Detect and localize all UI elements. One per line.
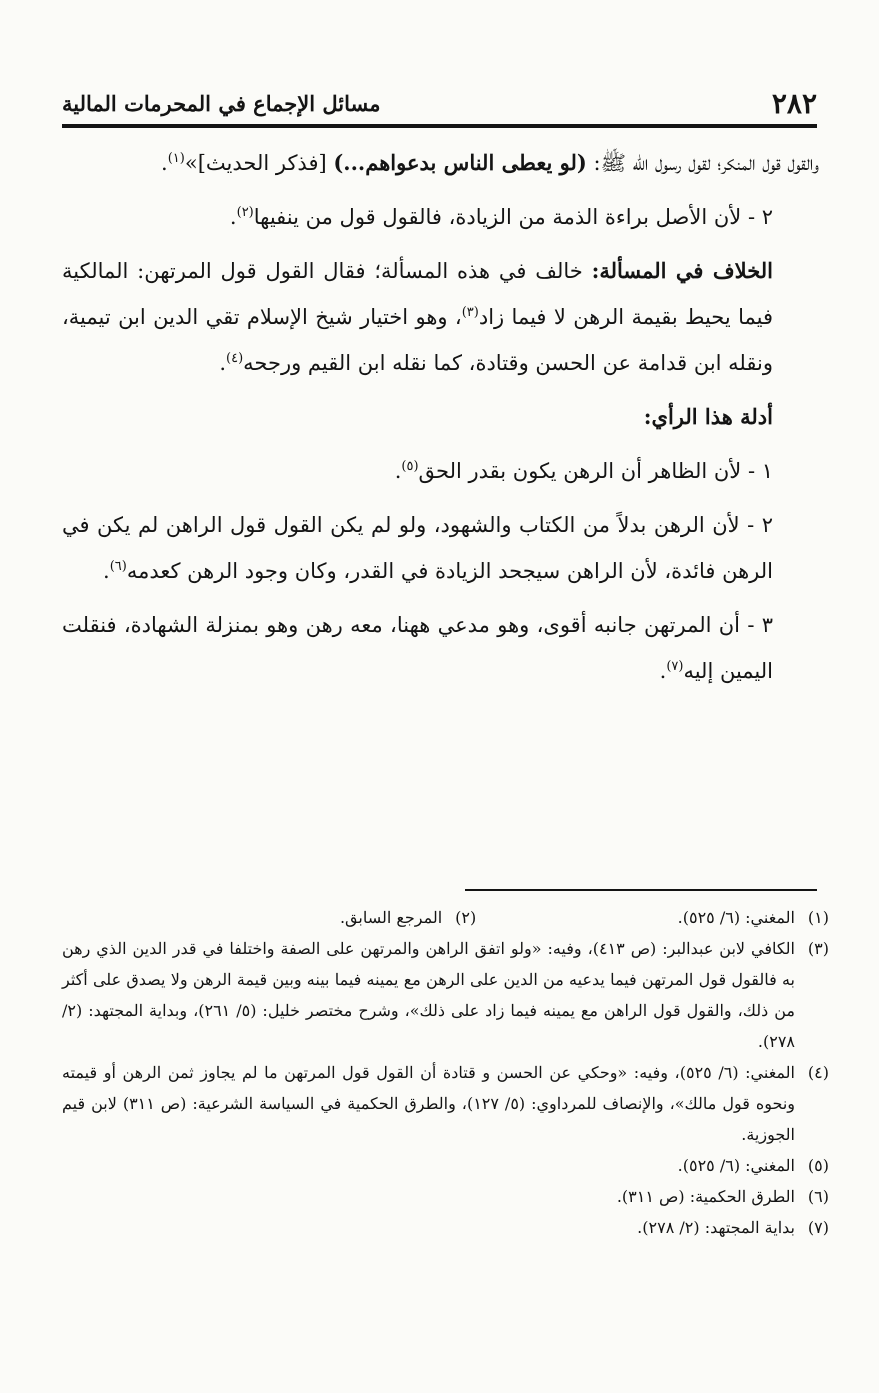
footnote-ref: (١)	[167, 151, 185, 166]
paragraph-5	[62, 502, 819, 594]
footnote-ref: (٧)	[666, 659, 684, 674]
paragraph-text: ٢ - لأن الرهن بدلاً من الكتاب والشهود، ولو لم يكن القول قول الراهن لم يكن في الرهن فائدة، لأن الراهن سيجحد الزيادة في القدر، وكان وجود الرهن كعدمه	[62, 513, 773, 583]
paragraph-text: ١ - لأن الظاهر أن الرهن يكون بقدر الحق	[418, 459, 773, 483]
footnote-number: (٣)	[807, 939, 829, 958]
paragraph-2	[62, 194, 819, 240]
main-text	[62, 140, 819, 702]
footnote-ref: (٥)	[401, 459, 419, 474]
footnote-number: (٤)	[807, 1063, 829, 1082]
paragraph-text: خالف في هذه المسألة؛ فقال القول قول المرتهن: المالكية فيما يحيط بقيمة الرهن لا فيما زاد	[62, 259, 773, 329]
page-number: ٢٨٢	[771, 87, 817, 120]
paragraph-end: .	[161, 151, 168, 175]
footnote-text: المغني: (٦/ ٥٢٥)، وفيه: «وحكي عن الحسن و قتادة أن القول قول المرتهن ما لم يجاوز ثمن الرهن أو قيمته ونحوه قول مالك»، والإنصاف للمرداوي: (٥/ ١٢٧)، والطرق الحكمية في السياسة الشرعية: (ص ٣١١) لابن قيم الجوزية.	[62, 1063, 795, 1144]
footnote-3	[62, 933, 829, 1057]
footnote-text: المغني: (٦/ ٥٢٥).	[677, 908, 795, 927]
paragraph-text: والقول قول المنكر؛ لقول رسول الله ﷺ:	[586, 151, 819, 175]
paragraph-end: .	[219, 351, 227, 375]
footnotes-rule	[465, 889, 817, 891]
footnote-number: (١)	[807, 908, 829, 927]
paragraph-end: .	[103, 559, 110, 583]
footnote-ref: (٦)	[109, 559, 127, 574]
paragraph-text: ٣ - أن المرتهن جانبه أقوى، وهو مدعي ههنا، معه رهن وهو بمنزلة الشهادة، فنقلت اليمين إليه	[62, 613, 773, 683]
footnotes	[62, 902, 829, 1243]
footnote-4	[62, 1057, 829, 1150]
paragraph-3	[62, 248, 819, 386]
footnote-1	[476, 902, 829, 933]
footnote-number: (٢)	[455, 908, 477, 927]
footnote-6	[62, 1181, 829, 1212]
footnote-text: الطرق الحكمية: (ص ٣١١).	[616, 1187, 795, 1206]
footnote-text: المغني: (٦/ ٥٢٥).	[677, 1156, 795, 1175]
paragraph-1	[62, 140, 819, 186]
footnote-row	[62, 902, 829, 933]
footnote-7	[62, 1212, 829, 1243]
footnote-text: بداية المجتهد: (٢/ ٢٧٨).	[637, 1218, 795, 1237]
paragraph-text: ٢ - لأن الأصل براءة الذمة من الزيادة، فالقول قول من ينفيها	[253, 205, 773, 229]
paragraph-6	[62, 602, 819, 694]
paragraph-end: .	[394, 459, 402, 483]
header-rule	[62, 124, 817, 128]
footnote-number: (٧)	[807, 1218, 829, 1237]
footnote-number: (٦)	[807, 1187, 829, 1206]
paragraph-text: [فذكر الحديث]»	[184, 151, 334, 175]
paragraph-end: .	[229, 205, 237, 229]
page-header	[62, 72, 817, 124]
paragraph-4	[62, 448, 819, 494]
paragraph-end: .	[659, 659, 667, 683]
footnote-5	[62, 1150, 829, 1181]
running-title: مسائل الإجماع في المحرمات المالية	[62, 91, 381, 116]
section-heading: أدلة هذا الرأي:	[643, 404, 773, 429]
paragraph-text: ، وهو اختيار شيخ الإسلام تقي الدين ابن تيمية، ونقله ابن قدامة عن الحسن وقتادة، كما نقله ابن القيم ورجحه	[62, 305, 773, 375]
footnote-number: (٥)	[807, 1156, 829, 1175]
footnote-text: الكافي لابن عبدالبر: (ص ٤١٣)، وفيه: «ولو اتفق الراهن والمرتهن على الصفة واختلفا في قدر الدين الذي رهن به فالقول قول المرتهن فيما يدعيه من الدين على الرهن مع يمينه فيما بينه وبين قيمة الرهن ولا يصدق على أكثر من ذلك، والقول قول الراهن مع يمينه فيما زاد على ذلك»، وشرح مختصر خليل: (٥/ ٢٦١)، وبداية المجتهد: (٢/ ٢٧٨).	[62, 939, 796, 1051]
hadith-quote: (لو يعطى الناس بدعواهم...)	[333, 150, 587, 175]
footnote-ref: (٣)	[461, 305, 479, 320]
footnote-ref: (٢)	[236, 205, 254, 220]
footnote-2	[123, 902, 476, 933]
section-label: الخلاف في المسألة:	[591, 258, 773, 283]
footnote-ref: (٤)	[226, 351, 244, 366]
footnote-text: المرجع السابق.	[339, 908, 443, 927]
